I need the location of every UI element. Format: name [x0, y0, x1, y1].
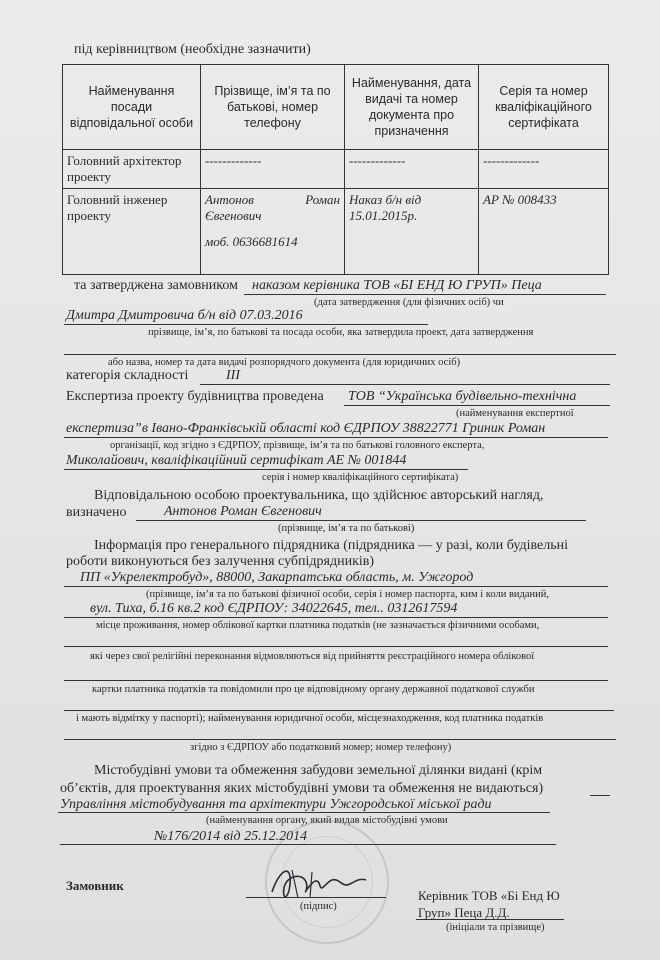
contractor-caption-6: згідно з ЄДРПОУ або податковий номер; номер телефону): [190, 742, 452, 753]
signature-line: [246, 897, 386, 898]
header-line: під керівництвом (необхідне зазначити): [74, 42, 311, 57]
contractor-line-2: роботи виконуються без залучення субпідрядників): [66, 554, 375, 569]
expertise-line-1: [344, 405, 610, 406]
contractor-value-2: вул. Тиха, б.16 кв.2 код ЄДРПОУ: 34022645, тел.. 0312617594: [90, 601, 458, 616]
approved-value-2: Дмитра Дмитровича б/н від 07.03.2016: [66, 308, 303, 323]
row-document: Наказ б/н від 15.01.2015р.: [345, 189, 479, 275]
approved-line-2: [64, 324, 428, 325]
approved-line-1: [244, 294, 606, 295]
row-certificate: АР № 008433: [479, 189, 609, 275]
header-name: Прізвище, ім’я та по батькові, номер телефону: [201, 65, 345, 150]
expertise-value-2: експертиза”в Івано-Франківській області код ЄДРПОУ 38822771 Гриник Роман: [66, 421, 546, 436]
complexity-value: III: [226, 368, 240, 383]
expertise-value-1: ТОВ “Українська будівельно-технічна: [348, 389, 577, 404]
signature-caption: (підпис): [300, 901, 337, 912]
contractor-line-3: [64, 586, 608, 587]
head-line-2: Груп» Пеца Д.Д.: [418, 905, 510, 920]
initials-caption: (ініціали та прізвище): [446, 922, 545, 933]
urban-line-2-end: [590, 795, 610, 796]
urban-line-1: Містобудівні умови та обмеження забудови земельної ділянки видані (крім: [94, 763, 543, 778]
approved-caption-1: (дата затвердження (для фізичних осіб) чи: [314, 297, 504, 308]
expertise-label: Експертиза проекту будівництва проведена: [66, 389, 324, 404]
approved-caption-2: прізвище, ім’я, по батькові та посада особи, яка затвердила проект, дата затвердження: [148, 327, 534, 338]
header-certificate: Серія та номер кваліфікаційного сертифіката: [479, 65, 609, 150]
row-name-cell: [201, 189, 345, 275]
contractor-caption-4: картки платника податків та повідомили про це відповідному органу державної податкової служби: [92, 684, 535, 695]
urban-caption-1: (найменування органу, який видав містобудівні умови: [206, 815, 448, 826]
contractor-line-8: [64, 739, 616, 740]
responsible-persons-table: [62, 64, 609, 275]
contractor-value-1: ПП «Укрелектробуд», 88000, Закарпатська область, м. Ужгород: [80, 570, 474, 585]
expertise-value-3: Миколайович, кваліфікаційний сертифікат АЕ № 001844: [66, 453, 407, 468]
urban-value-2: №176/2014 від 25.12.2014: [154, 829, 308, 844]
contractor-caption-5: і мають відмітку у паспорті); найменування юридичної особи, місцезнаходження, код платника податків: [76, 713, 544, 724]
approved-value-1: наказом керівника ТОВ «БІ ЕНД Ю ГРУП» Пеца: [252, 278, 542, 293]
approved-label: та затверджена замовником: [74, 278, 238, 293]
row-position: Головний інженер проекту: [63, 189, 201, 275]
contractor-line-1: Інформація про генерального підрядника (підрядника — у разі, коли будівельні: [94, 538, 568, 553]
contractor-line-7: [64, 710, 614, 711]
row-name: Антонов Роман Євгенович: [205, 192, 340, 223]
contractor-caption-1: (прізвище, ім’я та по батькові фізичної особи, серія і номер паспорта, ким і коли виданий,: [146, 589, 550, 600]
contractor-line-6: [64, 680, 608, 681]
urban-value-1: Управління містобудування та архітектури Ужгородської міської ради: [60, 797, 492, 812]
row-phone: моб. 0636681614: [205, 234, 298, 249]
urban-line-2: об’єктів, для проектування яких містобудівні умови та обмеження не видаються): [60, 781, 544, 796]
header-document: Найменування, дата видачі та номер документа про призначення: [345, 65, 479, 150]
complexity-label: категорія складності: [66, 368, 189, 383]
supervision-label: визначено: [66, 505, 127, 520]
header-position: Найменування посади відповідальної особи: [63, 65, 201, 150]
head-line-1: Керівник ТОВ «Бі Енд Ю: [418, 888, 560, 903]
table-row: [63, 189, 609, 275]
contractor-line-5: [64, 646, 608, 647]
row-position: Головний архітектор проекту: [63, 150, 201, 189]
table-header-row: [63, 65, 609, 150]
row-name: -------------: [201, 150, 345, 189]
table-row: [63, 150, 609, 189]
approved-caption-3: або назва, номер та дата видачі розпорядчого документа (для юридичних осіб): [108, 357, 461, 368]
complexity-line: [200, 384, 610, 385]
row-certificate: -------------: [479, 150, 609, 189]
contractor-caption-3: які через свої релігійні переконання відмовляються від прийняття реєстраційного номера облікової: [90, 651, 535, 662]
row-document: -------------: [345, 150, 479, 189]
supervision-caption: (прізвище, ім’я та по батькові): [278, 523, 415, 534]
supervision-line-1: Відповідальною особою проектувальника, що здійснює авторський нагляд,: [94, 488, 544, 503]
expertise-line-3: [64, 469, 468, 470]
supervision-value: Антонов Роман Євгенович: [164, 504, 322, 519]
contractor-line-4: [64, 617, 608, 618]
contractor-caption-2: місце проживання, номер облікової картки платника податків (не зазначається фізичними особами,: [96, 620, 540, 631]
expertise-caption-3: серія і номер кваліфікаційного сертифіката): [262, 472, 459, 483]
expertise-caption-1: (найменування експертної: [456, 408, 574, 419]
approved-line-3: [64, 354, 616, 355]
customer-label: Замовник: [66, 878, 124, 893]
expertise-caption-2: організації, код згідно з ЄДРПОУ, прізвище, ім’я та по батькові головного експерта,: [110, 440, 485, 451]
supervision-line: [136, 520, 586, 521]
expertise-line-2: [64, 437, 608, 438]
